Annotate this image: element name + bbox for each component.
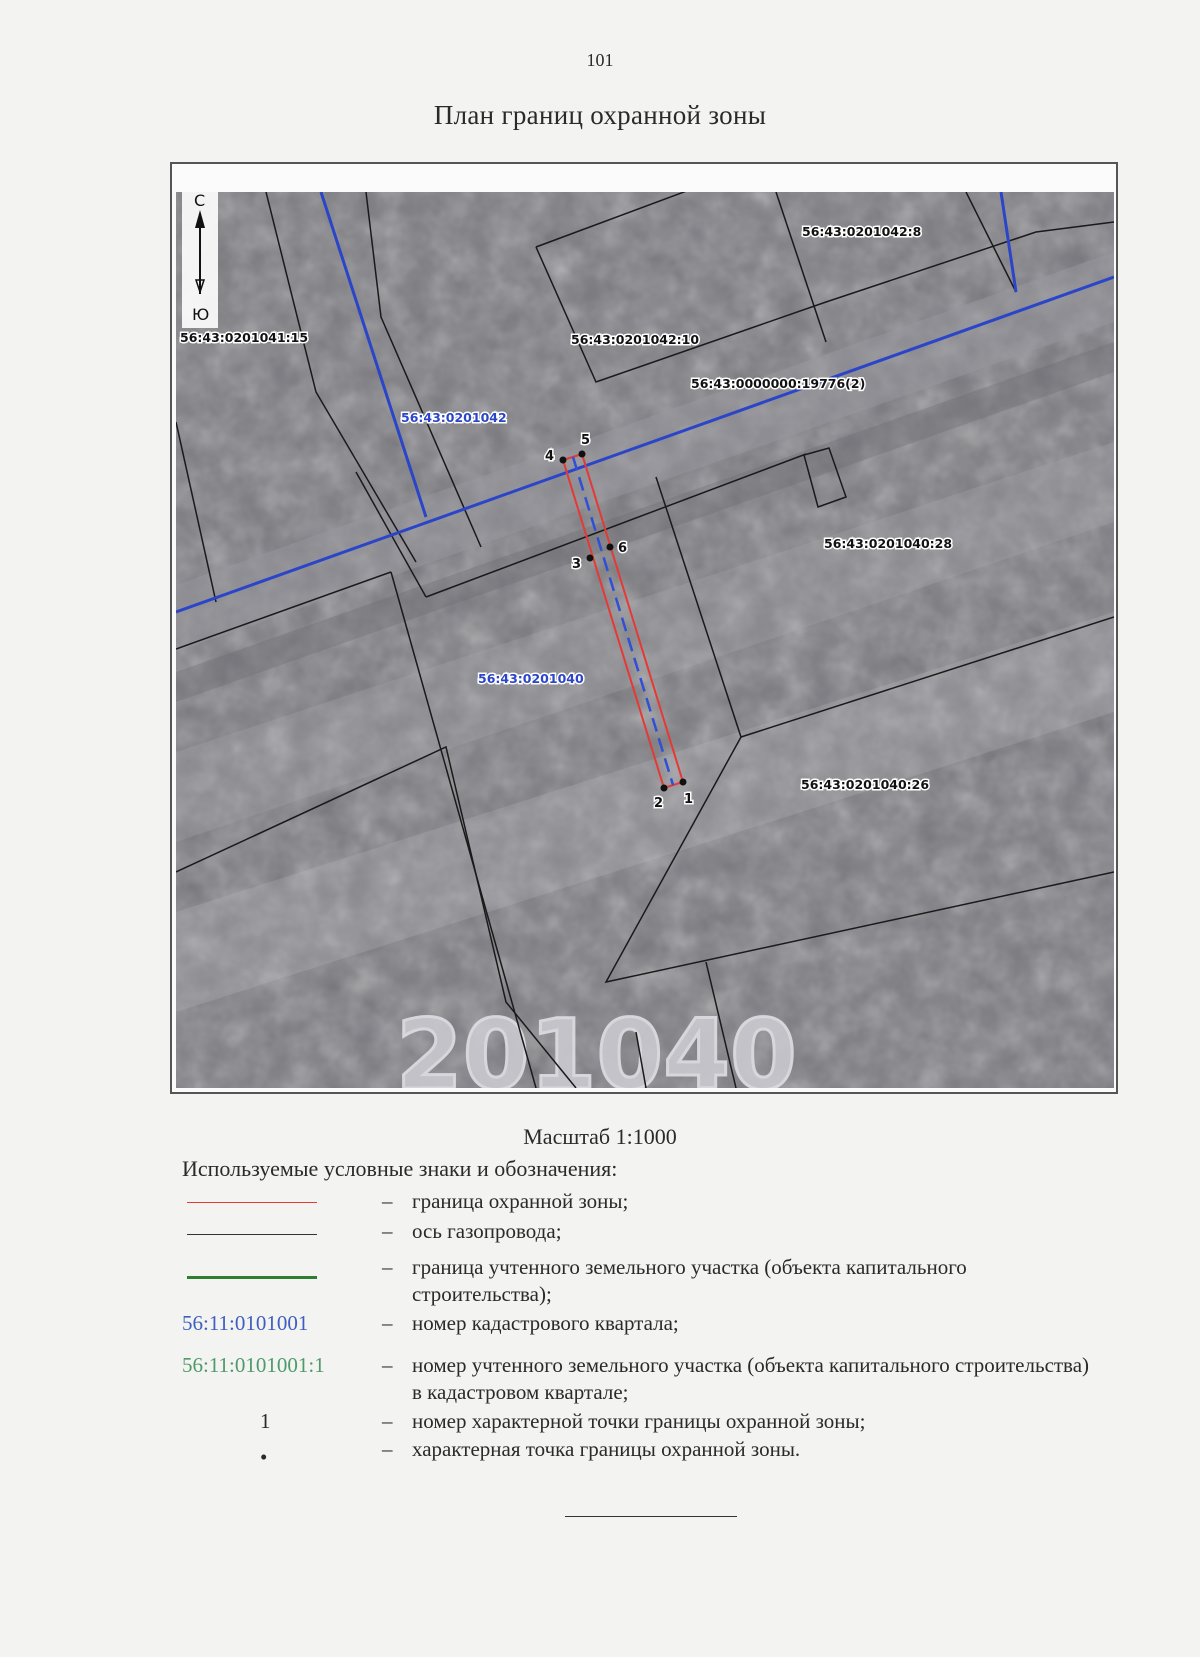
page-number: 101 [586, 50, 614, 70]
legend-dash: – [382, 1189, 393, 1213]
north-label: С [194, 192, 206, 210]
parcel-label: 56:43:0201041:15 [180, 330, 309, 345]
watermark-text: 201040 [396, 999, 797, 1088]
legend-dash: – [382, 1255, 393, 1279]
page-title: План границ охранной зоны [433, 100, 767, 130]
legend-quarter-number-sample: 56:11:0101001 [182, 1311, 309, 1335]
legend-description: номер кадастрового квартала; [412, 1311, 679, 1335]
legend-dash: – [382, 1409, 393, 1433]
legend-point-number-sample: 1 [260, 1409, 271, 1433]
boundary-point-1 [680, 779, 687, 786]
point-label-3: 3 [572, 557, 582, 572]
legend-dash: – [382, 1353, 393, 1377]
legend-description: характерная точка границы охранной зоны. [412, 1437, 801, 1461]
south-label: Ю [192, 305, 210, 324]
legend-description: ось газопровода; [412, 1219, 562, 1243]
legend-line-red [187, 1202, 317, 1203]
cadastral-map [176, 192, 1114, 1088]
north-arrow [182, 192, 218, 328]
boundary-point-3 [587, 555, 594, 562]
map-frame [170, 162, 1118, 1094]
legend-heading: Используемые условные знаки и обозначения: [182, 1156, 618, 1181]
point-label-2: 2 [654, 796, 664, 811]
legend-line-green [187, 1276, 317, 1279]
map-scale: Масштаб 1:1000 [523, 1124, 677, 1149]
legend-dash: – [382, 1437, 393, 1461]
parcel-label: 56:43:0201040:28 [824, 536, 953, 551]
map-canvas [176, 192, 1114, 1088]
legend-description: номер характерной точки границы охранной зоны; [412, 1409, 866, 1433]
point-label-1: 1 [684, 792, 694, 807]
boundary-point-5 [579, 451, 586, 458]
boundary-point-2 [661, 785, 668, 792]
boundary-point-4 [560, 457, 567, 464]
legend-line-dark [187, 1234, 317, 1235]
legend-description: граница охранной зоны; [412, 1189, 629, 1213]
quarter-label: 56:43:0201042 [401, 410, 507, 425]
closing-rule [565, 1516, 737, 1517]
boundary-point-6 [607, 544, 614, 551]
quarter-label: 56:43:0201040 [478, 671, 584, 686]
parcel-label: 56:43:0201040:26 [801, 777, 930, 792]
legend-dash: – [382, 1311, 393, 1335]
legend-point-marker-sample: • [260, 1445, 268, 1469]
parcel-label: 56:43:0000000:19776(2) [691, 376, 866, 391]
point-label-5: 5 [581, 433, 591, 448]
point-label-6: 6 [618, 541, 628, 556]
parcel-label: 56:43:0201042:8 [802, 224, 922, 239]
point-label-4: 4 [545, 449, 555, 464]
legend-parcel-number-sample: 56:11:0101001:1 [182, 1353, 325, 1377]
legend-description: граница учтенного земельного участка (объекта капитального строительства); [412, 1255, 967, 1306]
parcel-label: 56:43:0201042:10 [571, 332, 700, 347]
legend-dash: – [382, 1219, 393, 1243]
legend-description: номер учтенного земельного участка (объекта капитального строительства) в кадастровом квартале; [412, 1353, 1090, 1404]
